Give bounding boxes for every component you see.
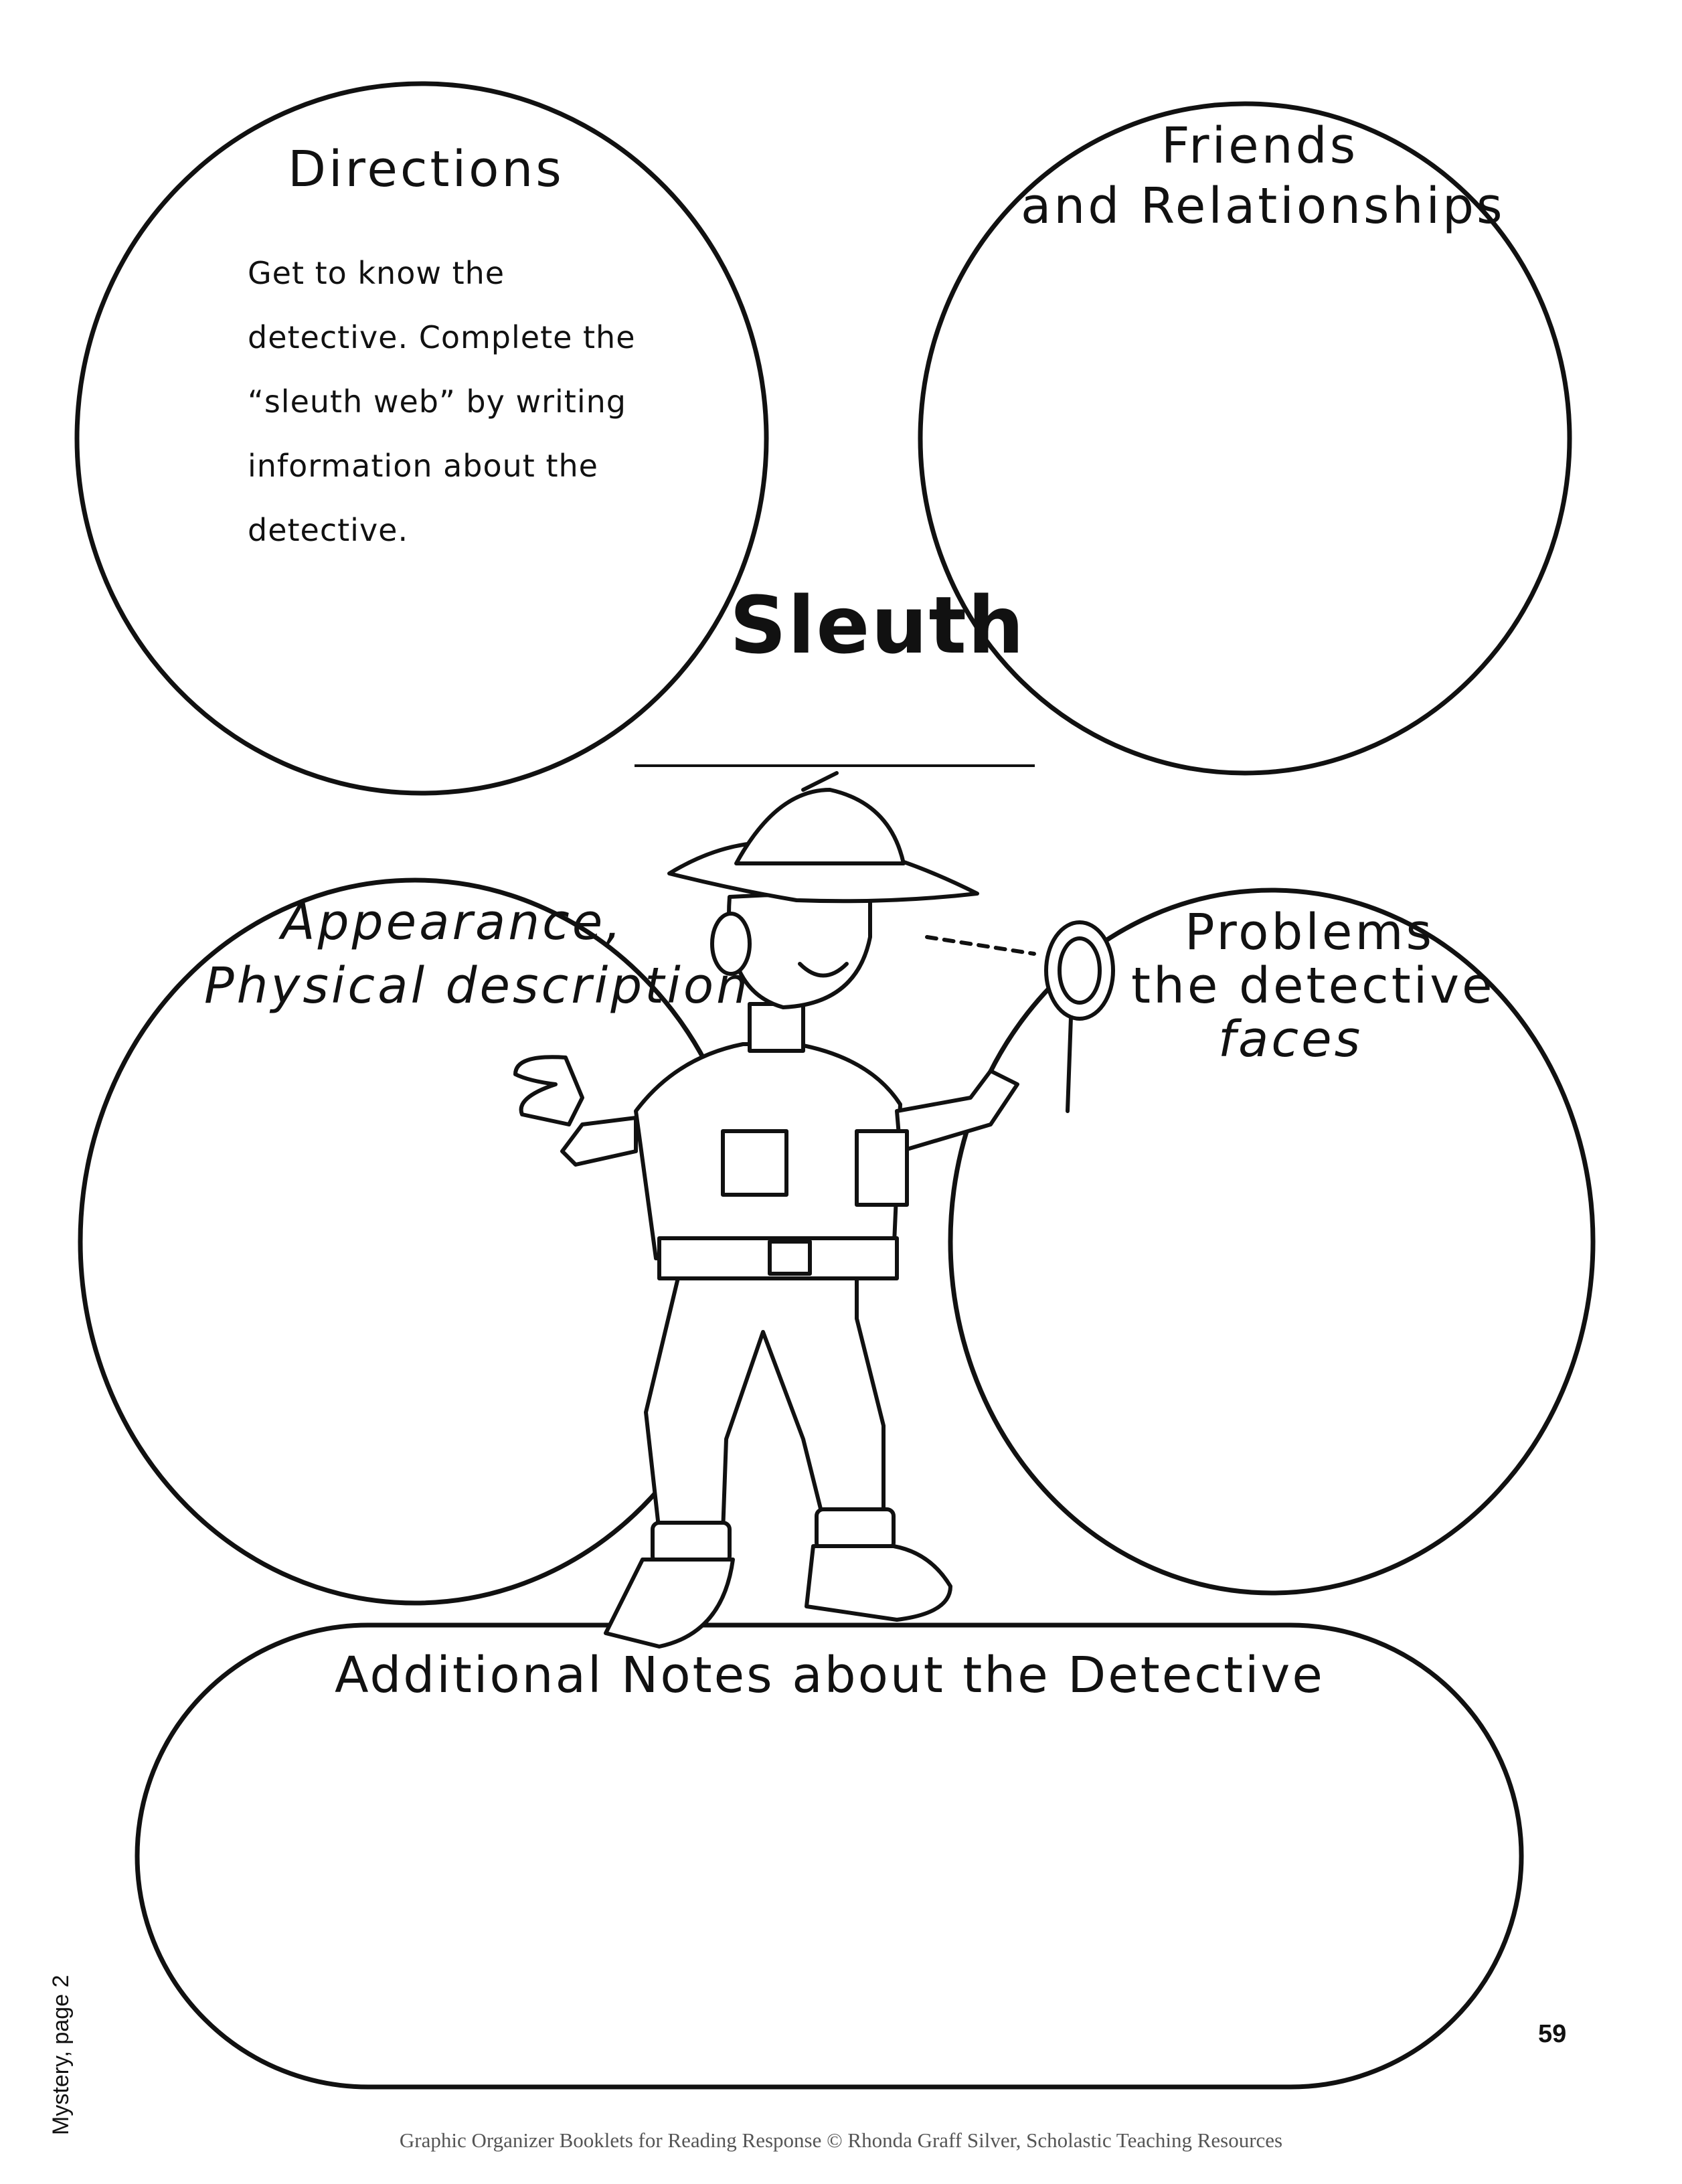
page-side-label: Mystery, page 2 (48, 1975, 74, 2135)
directions-line: information about the (248, 448, 598, 484)
directions-line: Get to know the (248, 255, 505, 291)
directions-text (248, 241, 676, 562)
friends-heading: Friends (1161, 117, 1359, 175)
directions-line: “sleuth web” by writing (248, 384, 626, 420)
appearance-heading: Appearance, (281, 894, 624, 951)
problems-heading: Problems (1185, 904, 1435, 961)
directions-heading: Directions (288, 141, 564, 198)
problems-line-2: the detective (1131, 957, 1495, 1015)
page-number: 59 (1538, 2020, 1567, 2048)
appearance-subheading: Physical description (204, 957, 750, 1015)
footer-credit: Graphic Organizer Booklets for Reading Response © Rhonda Graff Silver, Scholastic Teaching Resources (399, 2128, 1283, 2152)
sleuth-title: Sleuth (730, 579, 1025, 671)
problems-line-3: faces (1218, 1011, 1363, 1068)
friends-subheading: and Relationships (1021, 177, 1505, 235)
sleuth-name-line[interactable] (635, 764, 1035, 767)
directions-line: detective. (248, 512, 409, 548)
notes-heading: Additional Notes about the Detective (335, 1647, 1325, 1704)
directions-line: detective. Complete the (248, 319, 636, 355)
